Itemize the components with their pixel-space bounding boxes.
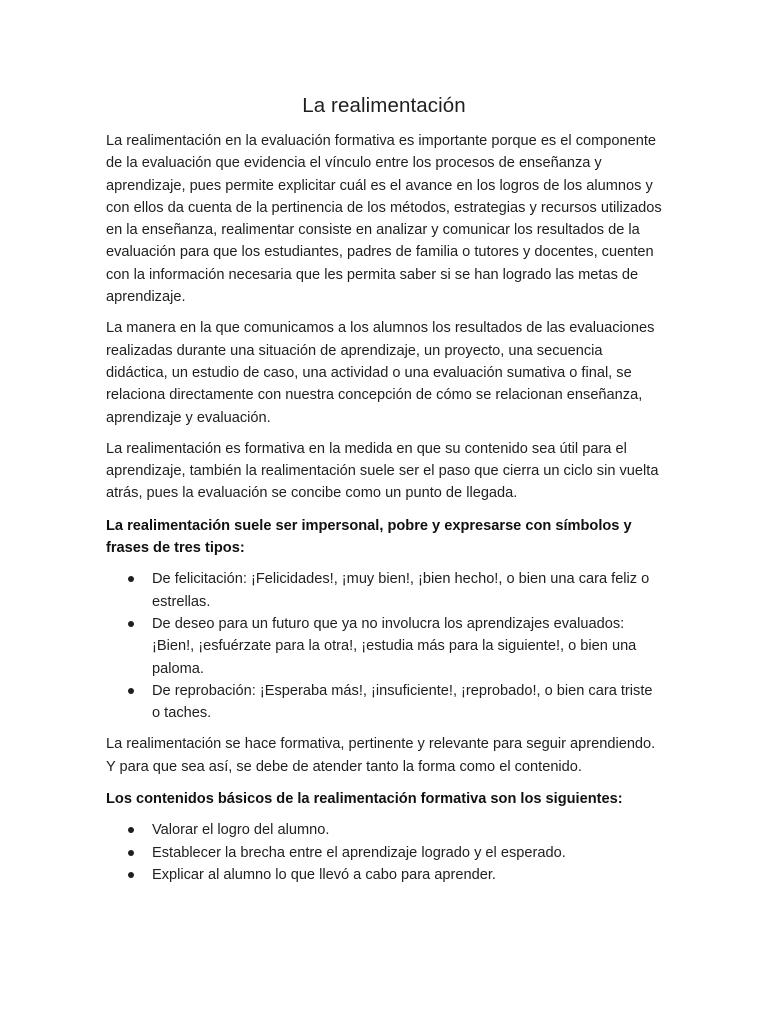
bullet-icon — [128, 850, 134, 856]
list-item — [106, 568, 662, 613]
list-item — [106, 680, 662, 725]
document-title: La realimentación — [302, 94, 466, 117]
section-heading-types: La realimentación suele ser impersonal, pobre y expresarse con símbolos y frases de tres tipos: — [106, 517, 632, 557]
list-item-text: De deseo para un futuro que ya no involucra los aprendizajes evaluados: ¡Bien!, ¡esfuérzate para la otra!, ¡estudia más para la siguiente!, o bien una paloma. — [152, 615, 637, 677]
paragraph-intro: La realimentación en la evaluación formativa es importante porque es el componente de la evaluación que evidencia el vínculo entre los procesos de enseñanza y aprendizaje, pues permite explicitar cuál es el avance en los logros de los alumnos y con ellos da cuenta de la pertinencia de los métodos, estrategias y recursos utilizados en la enseñanza, realimentar consiste en analizar y comunicar los resultados de la evaluación para que los estudiantes, padres de familia o tutores y docentes, cuenten con la información necesaria que les permita saber si se han logrado las metas de aprendizaje. — [106, 133, 662, 306]
feedback-types-list — [106, 568, 662, 724]
list-item — [106, 842, 662, 864]
document-body — [106, 92, 662, 895]
list-item-text: Valorar el logro del alumno. — [152, 822, 330, 839]
list-item — [106, 819, 662, 841]
bullet-icon — [128, 688, 134, 694]
paragraph-formative: La realimentación es formativa en la medida en que su contenido sea útil para el aprendizaje, también la realimentación suele ser el paso que cierra un ciclo sin vuelta atrás, pues la evaluación se concibe como un punto de llegada. — [106, 440, 659, 502]
list-item — [106, 613, 662, 680]
bullet-icon — [128, 621, 134, 627]
list-item-text: Establecer la brecha entre el aprendizaje logrado y el esperado. — [152, 844, 566, 861]
list-item-text: Explicar al alumno lo que llevó a cabo para aprender. — [152, 866, 496, 883]
section-heading-contents: Los contenidos básicos de la realimentación formativa son los siguientes: — [106, 791, 623, 808]
paragraph-communication: La manera en la que comunicamos a los alumnos los resultados de las evaluaciones realizadas durante una situación de aprendizaje, un proyecto, una secuencia didáctica, un estudio de caso, una actividad o una evaluación sumativa o final, se relaciona directamente con nuestra concepción de cómo se relacionan enseñanza, aprendizaje y evaluación. — [106, 320, 655, 426]
list-item-text: De reprobación: ¡Esperaba más!, ¡insuficiente!, ¡reprobado!, o bien cara triste o taches. — [152, 682, 653, 722]
bullet-icon — [128, 827, 134, 833]
paragraph-relevance: La realimentación se hace formativa, pertinente y relevante para seguir aprendiendo. Y para que sea así, se debe de atender tanto la forma como el contenido. — [106, 736, 656, 775]
bullet-icon — [128, 872, 134, 878]
list-item-text: De felicitación: ¡Felicidades!, ¡muy bien!, ¡bien hecho!, o bien una cara feliz o estrellas. — [152, 571, 650, 610]
list-item — [106, 864, 662, 886]
bullet-icon — [128, 576, 134, 582]
basic-contents-list — [106, 819, 662, 886]
